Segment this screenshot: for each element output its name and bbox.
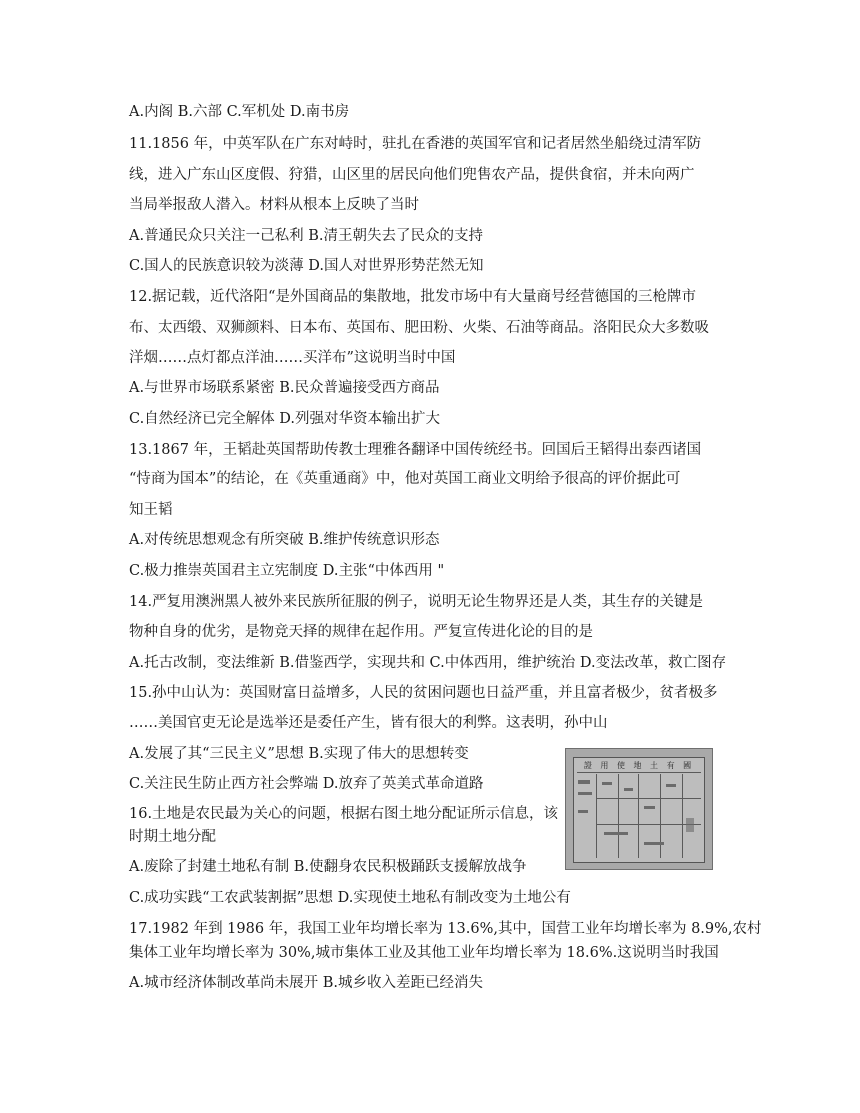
q14-options: A.托古改制，变法维新 B.借鉴西学，实现共和 C.中体西用，维护统治 D.变法改革，救亡图存 bbox=[129, 655, 727, 671]
deed-handwriting bbox=[578, 780, 590, 784]
q10-options: A.内阁 B.六部 C.军机处 D.南书房 bbox=[129, 104, 350, 120]
q13-stem-line2: “恃商为国本”的结论，在《英重通商》中，他对英国工商业文明给予很高的评价据此可 bbox=[129, 471, 681, 487]
deed-rule bbox=[638, 774, 639, 858]
q16-options-cd: C.成功实践“工农武装割据”思想 D.实现使土地私有制改变为土地公有 bbox=[129, 890, 571, 906]
q12-stem-line2: 布、太西缎、双狮颜料、日本布、英国布、肥田粉、火柴、石油等商品。洛阳民众大多数吸 bbox=[129, 320, 709, 336]
deed-handwriting bbox=[604, 832, 628, 835]
q15-options-ab: A.发展了其“三民主义”思想 B.实现了伟大的思想转变 bbox=[129, 746, 469, 762]
q13-stem-line3: 知王韬 bbox=[129, 502, 173, 518]
q17-stem-line1: 17.1982 年到 1986 年，我国工业年均增长率为 13.6%,其中，国营工业年均增长率为 8.9%,农村 bbox=[129, 921, 762, 937]
q17-stem-line2: 集体工业年均增长率为 30%,城市集体工业及其他工业年均增长率为 18.6%.这说明当时我国 bbox=[129, 945, 719, 961]
q11-options-cd: C.国人的民族意识较为淡薄 D.国人对世界形势茫然无知 bbox=[129, 258, 484, 274]
q15-stem-line2: ……美国官吏无论是选举还是委任产生，皆有很大的利弊。这表明，孙中山 bbox=[129, 715, 608, 731]
deed-rule bbox=[618, 774, 619, 858]
q16-stem-line1: 16.土地是农民最为关心的问题，根据右图土地分配证所示信息，该 bbox=[129, 806, 559, 822]
q12-stem-line1: 12.据记载，近代洛阳“是外国商品的集散地，批发市场中有大量商号经营德国的三枪牌市 bbox=[129, 289, 696, 305]
deed-rule bbox=[596, 798, 701, 799]
deed-handwriting bbox=[578, 810, 588, 813]
deed-handwriting bbox=[578, 792, 592, 795]
deed-border bbox=[573, 757, 705, 863]
q12-options-cd: C.自然经济已完全解体 D.列强对华资本输出扩大 bbox=[129, 411, 441, 427]
q13-options-ab: A.对传统思想观念有所突破 B.维护传统意识形态 bbox=[129, 532, 440, 548]
deed-handwriting bbox=[624, 788, 633, 791]
deed-rule bbox=[660, 774, 661, 858]
q13-options-cd: C.极力推崇英国君主立宪制度 D.主张“中体西用 " bbox=[129, 563, 445, 579]
q12-stem-line3: 洋烟……点灯都点洋油……买洋布”这说明当时中国 bbox=[129, 350, 456, 366]
q12-options-ab: A.与世界市场联系紧密 B.民众普遍接受西方商品 bbox=[129, 380, 440, 396]
deed-title: 證 用 使 地 土 有 國 bbox=[583, 761, 695, 770]
q13-stem-line1: 13.1867 年，王韬赴英国帮助传教士理雅各翻译中国传统经书。回国后王韬得出泰西诸国 bbox=[129, 442, 702, 458]
deed-handwriting bbox=[644, 842, 664, 845]
q11-stem-line2: 线，进入广东山区度假、狩猎，山区里的居民向他们兜售农产品，提供食宿，并未向两广 bbox=[129, 167, 695, 183]
q11-options-ab: A.普通民众只关注一己私利 B.清王朝失去了民众的支持 bbox=[129, 228, 483, 244]
q16-options-ab: A.废除了封建土地私有制 B.使翻身农民积极踊跃支援解放战争 bbox=[129, 859, 527, 875]
deed-handwriting bbox=[644, 806, 655, 809]
deed-rule bbox=[682, 774, 683, 858]
deed-rule bbox=[577, 772, 701, 773]
q11-stem-line3: 当局举报敌人潜入。材料从根本上反映了当时 bbox=[129, 197, 419, 213]
deed-rule bbox=[596, 774, 597, 858]
deed-handwriting bbox=[602, 782, 612, 785]
q15-stem-line1: 15.孙中山认为：英国财富日益增多，人民的贫困问题也日益严重，并且富者极少，贫者极多 bbox=[129, 685, 718, 701]
q15-options-cd: C.关注民生防止西方社会弊端 D.放弃了英美式革命道路 bbox=[129, 776, 484, 792]
deed-seal bbox=[686, 818, 694, 832]
q11-stem-line1: 11.1856 年，中英军队在广东对峙时，驻扎在香港的英国军官和记者居然坐船绕过清军防 bbox=[129, 136, 702, 152]
q14-stem-line2: 物种自身的优劣，是物竞天择的规律在起作用。严复宣传进化论的目的是 bbox=[129, 624, 593, 640]
deed-handwriting bbox=[666, 784, 676, 787]
q14-stem-line1: 14.严复用澳洲黑人被外来民族所征服的例子，说明无论生物界还是人类，其生存的关键是 bbox=[129, 594, 704, 610]
land-deed-photo bbox=[565, 748, 713, 870]
q16-stem-line2: 时期土地分配 bbox=[129, 829, 216, 845]
q17-options-ab: A.城市经济体制改革尚未展开 B.城乡收入差距已经消失 bbox=[129, 975, 483, 991]
